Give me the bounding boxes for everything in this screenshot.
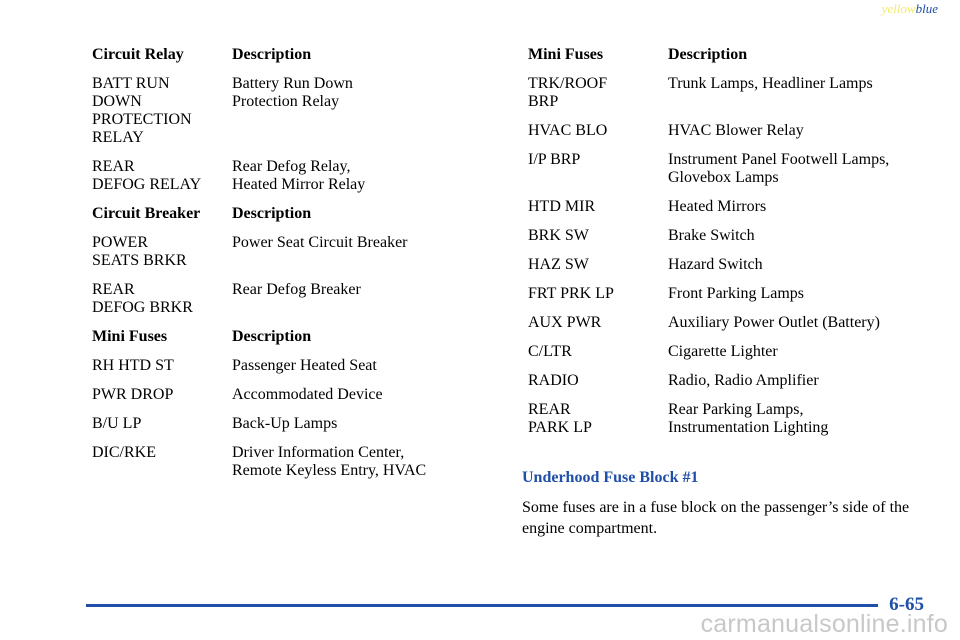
table-row bbox=[92, 234, 472, 270]
fuse-code: B/U LP bbox=[92, 415, 142, 432]
fuse-code: HVAC BLO bbox=[528, 122, 608, 139]
right-column bbox=[528, 46, 938, 448]
fuse-description: Trunk Lamps, Headliner Lamps bbox=[668, 75, 873, 92]
header-code: Circuit Breaker bbox=[92, 205, 201, 222]
left-column bbox=[92, 46, 472, 491]
table-row bbox=[92, 415, 472, 433]
fuse-description: Power Seat Circuit Breaker bbox=[232, 234, 408, 251]
table-row bbox=[528, 227, 938, 245]
fuse-description: Brake Switch bbox=[668, 227, 755, 244]
table-row bbox=[92, 386, 472, 404]
corner-label-blue: blue bbox=[915, 1, 938, 16]
fuse-code: PWR DROP bbox=[92, 386, 174, 403]
fuse-description: Instrument Panel Footwell Lamps, Glovebox Lamps bbox=[668, 151, 890, 186]
table-row bbox=[528, 285, 938, 303]
fuse-description: Front Parking Lamps bbox=[668, 285, 804, 302]
footer-rule bbox=[86, 604, 878, 607]
fuse-code: HAZ SW bbox=[528, 256, 589, 273]
fuse-description: Rear Defog Breaker bbox=[232, 281, 361, 298]
mini-fuses-header bbox=[92, 328, 472, 346]
table-row bbox=[528, 314, 938, 332]
table-row bbox=[92, 75, 472, 147]
mini-fuses-header bbox=[528, 46, 938, 64]
circuit-breaker-header bbox=[92, 205, 472, 223]
fuse-code: C/LTR bbox=[528, 343, 572, 360]
fuse-description: Hazard Switch bbox=[668, 256, 763, 273]
fuse-description: Auxiliary Power Outlet (Battery) bbox=[668, 314, 880, 331]
fuse-code: RADIO bbox=[528, 372, 579, 389]
section-body: Some fuses are in a fuse block on the passenger’s side of the engine compartment. bbox=[522, 499, 910, 537]
table-row bbox=[528, 122, 938, 140]
circuit-relay-header bbox=[92, 46, 472, 64]
table-row bbox=[92, 158, 472, 194]
header-desc: Description bbox=[232, 328, 312, 345]
fuse-description: Back-Up Lamps bbox=[232, 415, 338, 432]
table-row bbox=[92, 357, 472, 375]
fuse-code: TRK/ROOF BRP bbox=[528, 75, 608, 110]
fuse-description: Heated Mirrors bbox=[668, 198, 767, 215]
corner-label bbox=[882, 1, 938, 17]
table-row bbox=[528, 343, 938, 361]
fuse-code: FRT PRK LP bbox=[528, 285, 614, 302]
header-desc: Description bbox=[232, 205, 312, 222]
fuse-code: HTD MIR bbox=[528, 198, 596, 215]
fuse-description: Battery Run Down Protection Relay bbox=[232, 75, 353, 110]
fuse-code: BATT RUN DOWN PROTECTION RELAY bbox=[92, 75, 192, 146]
table-row bbox=[528, 372, 938, 390]
fuse-description: Driver Information Center, Remote Keyless Entry, HVAC bbox=[232, 444, 427, 479]
fuse-description: Radio, Radio Amplifier bbox=[668, 372, 819, 389]
fuse-description: Accommodated Device bbox=[232, 386, 383, 403]
fuse-code: REAR PARK LP bbox=[528, 401, 592, 436]
table-row bbox=[528, 151, 938, 187]
fuse-code: I/P BRP bbox=[528, 151, 581, 168]
header-desc: Description bbox=[668, 46, 748, 63]
header-desc: Description bbox=[232, 46, 312, 63]
page-number: 6-65 bbox=[889, 594, 924, 615]
fuse-code: AUX PWR bbox=[528, 314, 602, 331]
table-row bbox=[528, 75, 938, 111]
table-row bbox=[528, 198, 938, 216]
header-code: Mini Fuses bbox=[528, 46, 604, 63]
table-row bbox=[528, 401, 938, 437]
table-row bbox=[92, 281, 472, 317]
header-code: Mini Fuses bbox=[92, 328, 168, 345]
section-heading: Underhood Fuse Block #1 bbox=[522, 469, 699, 486]
fuse-code: POWER SEATS BRKR bbox=[92, 234, 187, 269]
watermark: carmanualsonline.info bbox=[700, 610, 948, 638]
fuse-code: RH HTD ST bbox=[92, 357, 174, 374]
table-row bbox=[528, 256, 938, 274]
fuse-description: Rear Parking Lamps, Instrumentation Lighting bbox=[668, 401, 829, 436]
fuse-description: Cigarette Lighter bbox=[668, 343, 778, 360]
fuse-description: HVAC Blower Relay bbox=[668, 122, 804, 139]
fuse-code: REAR DEFOG RELAY bbox=[92, 158, 202, 193]
fuse-description: Passenger Heated Seat bbox=[232, 357, 377, 374]
corner-label-yellow: yellow bbox=[881, 1, 916, 16]
fuse-code: DIC/RKE bbox=[92, 444, 156, 461]
fuse-code: BRK SW bbox=[528, 227, 589, 244]
fuse-code: REAR DEFOG BRKR bbox=[92, 281, 193, 316]
fuse-description: Rear Defog Relay, Heated Mirror Relay bbox=[232, 158, 366, 193]
header-code: Circuit Relay bbox=[92, 46, 184, 63]
table-row bbox=[92, 444, 472, 480]
